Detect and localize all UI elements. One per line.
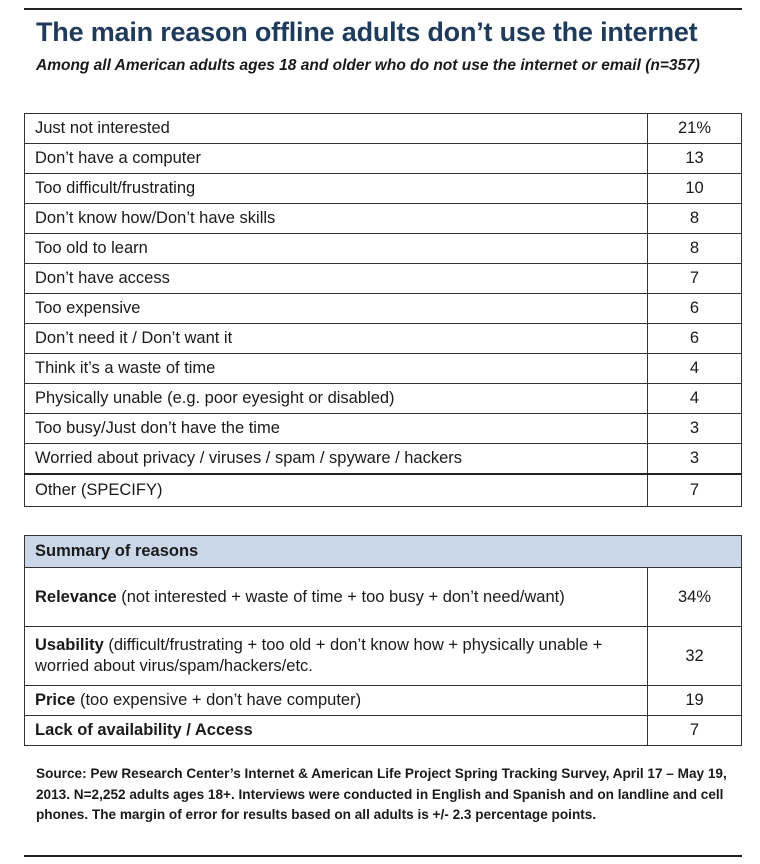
reason-label: Worried about privacy / viruses / spam / spyware / hackers <box>25 444 648 474</box>
reason-value: 10 <box>648 174 742 204</box>
page-subtitle: Among all American adults ages 18 and older who do not use the internet or email (n=357) <box>36 57 700 74</box>
summary-table <box>24 535 742 746</box>
reason-label: Don’t have a computer <box>25 144 648 174</box>
reason-label: Too difficult/frustrating <box>25 174 648 204</box>
summary-detail: (too expensive + don’t have computer) <box>75 691 362 709</box>
reason-label: Don’t have access <box>25 264 648 294</box>
summary-label <box>25 686 648 716</box>
summary-name: Relevance <box>35 587 117 606</box>
reason-value: 3 <box>648 444 742 474</box>
reason-value: 8 <box>648 204 742 234</box>
table-row <box>25 294 742 324</box>
table-row <box>25 144 742 174</box>
reason-value: 7 <box>648 264 742 294</box>
reason-label: Think it’s a waste of time <box>25 354 648 384</box>
summary-value: 32 <box>648 627 742 686</box>
reason-value: 4 <box>648 384 742 414</box>
reason-value: 6 <box>648 324 742 354</box>
table-row <box>25 264 742 294</box>
reason-label: Other (SPECIFY) <box>25 474 648 507</box>
table-row <box>25 234 742 264</box>
reason-value: 3 <box>648 414 742 444</box>
table-row <box>25 716 742 746</box>
reason-label: Too expensive <box>25 294 648 324</box>
reason-label: Just not interested <box>25 114 648 144</box>
summary-label <box>25 716 648 746</box>
summary-label <box>25 568 648 627</box>
table-row <box>25 444 742 474</box>
reason-value: 4 <box>648 354 742 384</box>
reason-label: Physically unable (e.g. poor eyesight or disabled) <box>25 384 648 414</box>
summary-name: Lack of availability / Access <box>35 721 253 739</box>
summary-header: Summary of reasons <box>25 536 742 568</box>
summary-value: 7 <box>648 716 742 746</box>
table-row <box>25 204 742 234</box>
table-row <box>25 114 742 144</box>
reason-value: 21% <box>648 114 742 144</box>
reason-value: 13 <box>648 144 742 174</box>
summary-name: Price <box>35 691 76 709</box>
page-title: The main reason offline adults don’t use the internet <box>36 17 698 47</box>
table-row <box>25 474 742 507</box>
reason-label: Too busy/Just don’t have the time <box>25 414 648 444</box>
reason-label: Don’t need it / Don’t want it <box>25 324 648 354</box>
reason-value: 7 <box>648 474 742 507</box>
reason-label: Don’t know how/Don’t have skills <box>25 204 648 234</box>
reason-value: 8 <box>648 234 742 264</box>
reason-value: 6 <box>648 294 742 324</box>
summary-detail: (difficult/frustrating + too old + don’t know how + physically unable + worried about virus/spam/hackers/etc. <box>35 636 603 675</box>
top-rule <box>24 8 742 10</box>
summary-value: 19 <box>648 686 742 716</box>
table-row <box>25 627 742 686</box>
summary-detail: (not interested + waste of time + too busy + don’t need/want) <box>116 587 565 606</box>
reason-label: Too old to learn <box>25 234 648 264</box>
table-row <box>25 686 742 716</box>
reasons-table <box>24 113 742 507</box>
summary-name: Usability <box>35 636 104 654</box>
summary-header-row <box>25 536 742 568</box>
summary-value: 34% <box>648 568 742 627</box>
table-row <box>25 384 742 414</box>
source-note: Source: Pew Research Center’s Internet & American Life Project Spring Tracking Survey, April 17 – May 19, 2013. N=2,252 adults ages 18+. Interviews were conducted in English and Spanish and on landline and cell phones. The margin of error for results based on all adults is +/- 2.3 percentage points. <box>36 766 727 822</box>
summary-label <box>25 627 648 686</box>
table-row <box>25 174 742 204</box>
bottom-rule <box>24 855 742 857</box>
table-row <box>25 414 742 444</box>
table-row <box>25 354 742 384</box>
table-row <box>25 324 742 354</box>
table-row <box>25 568 742 627</box>
